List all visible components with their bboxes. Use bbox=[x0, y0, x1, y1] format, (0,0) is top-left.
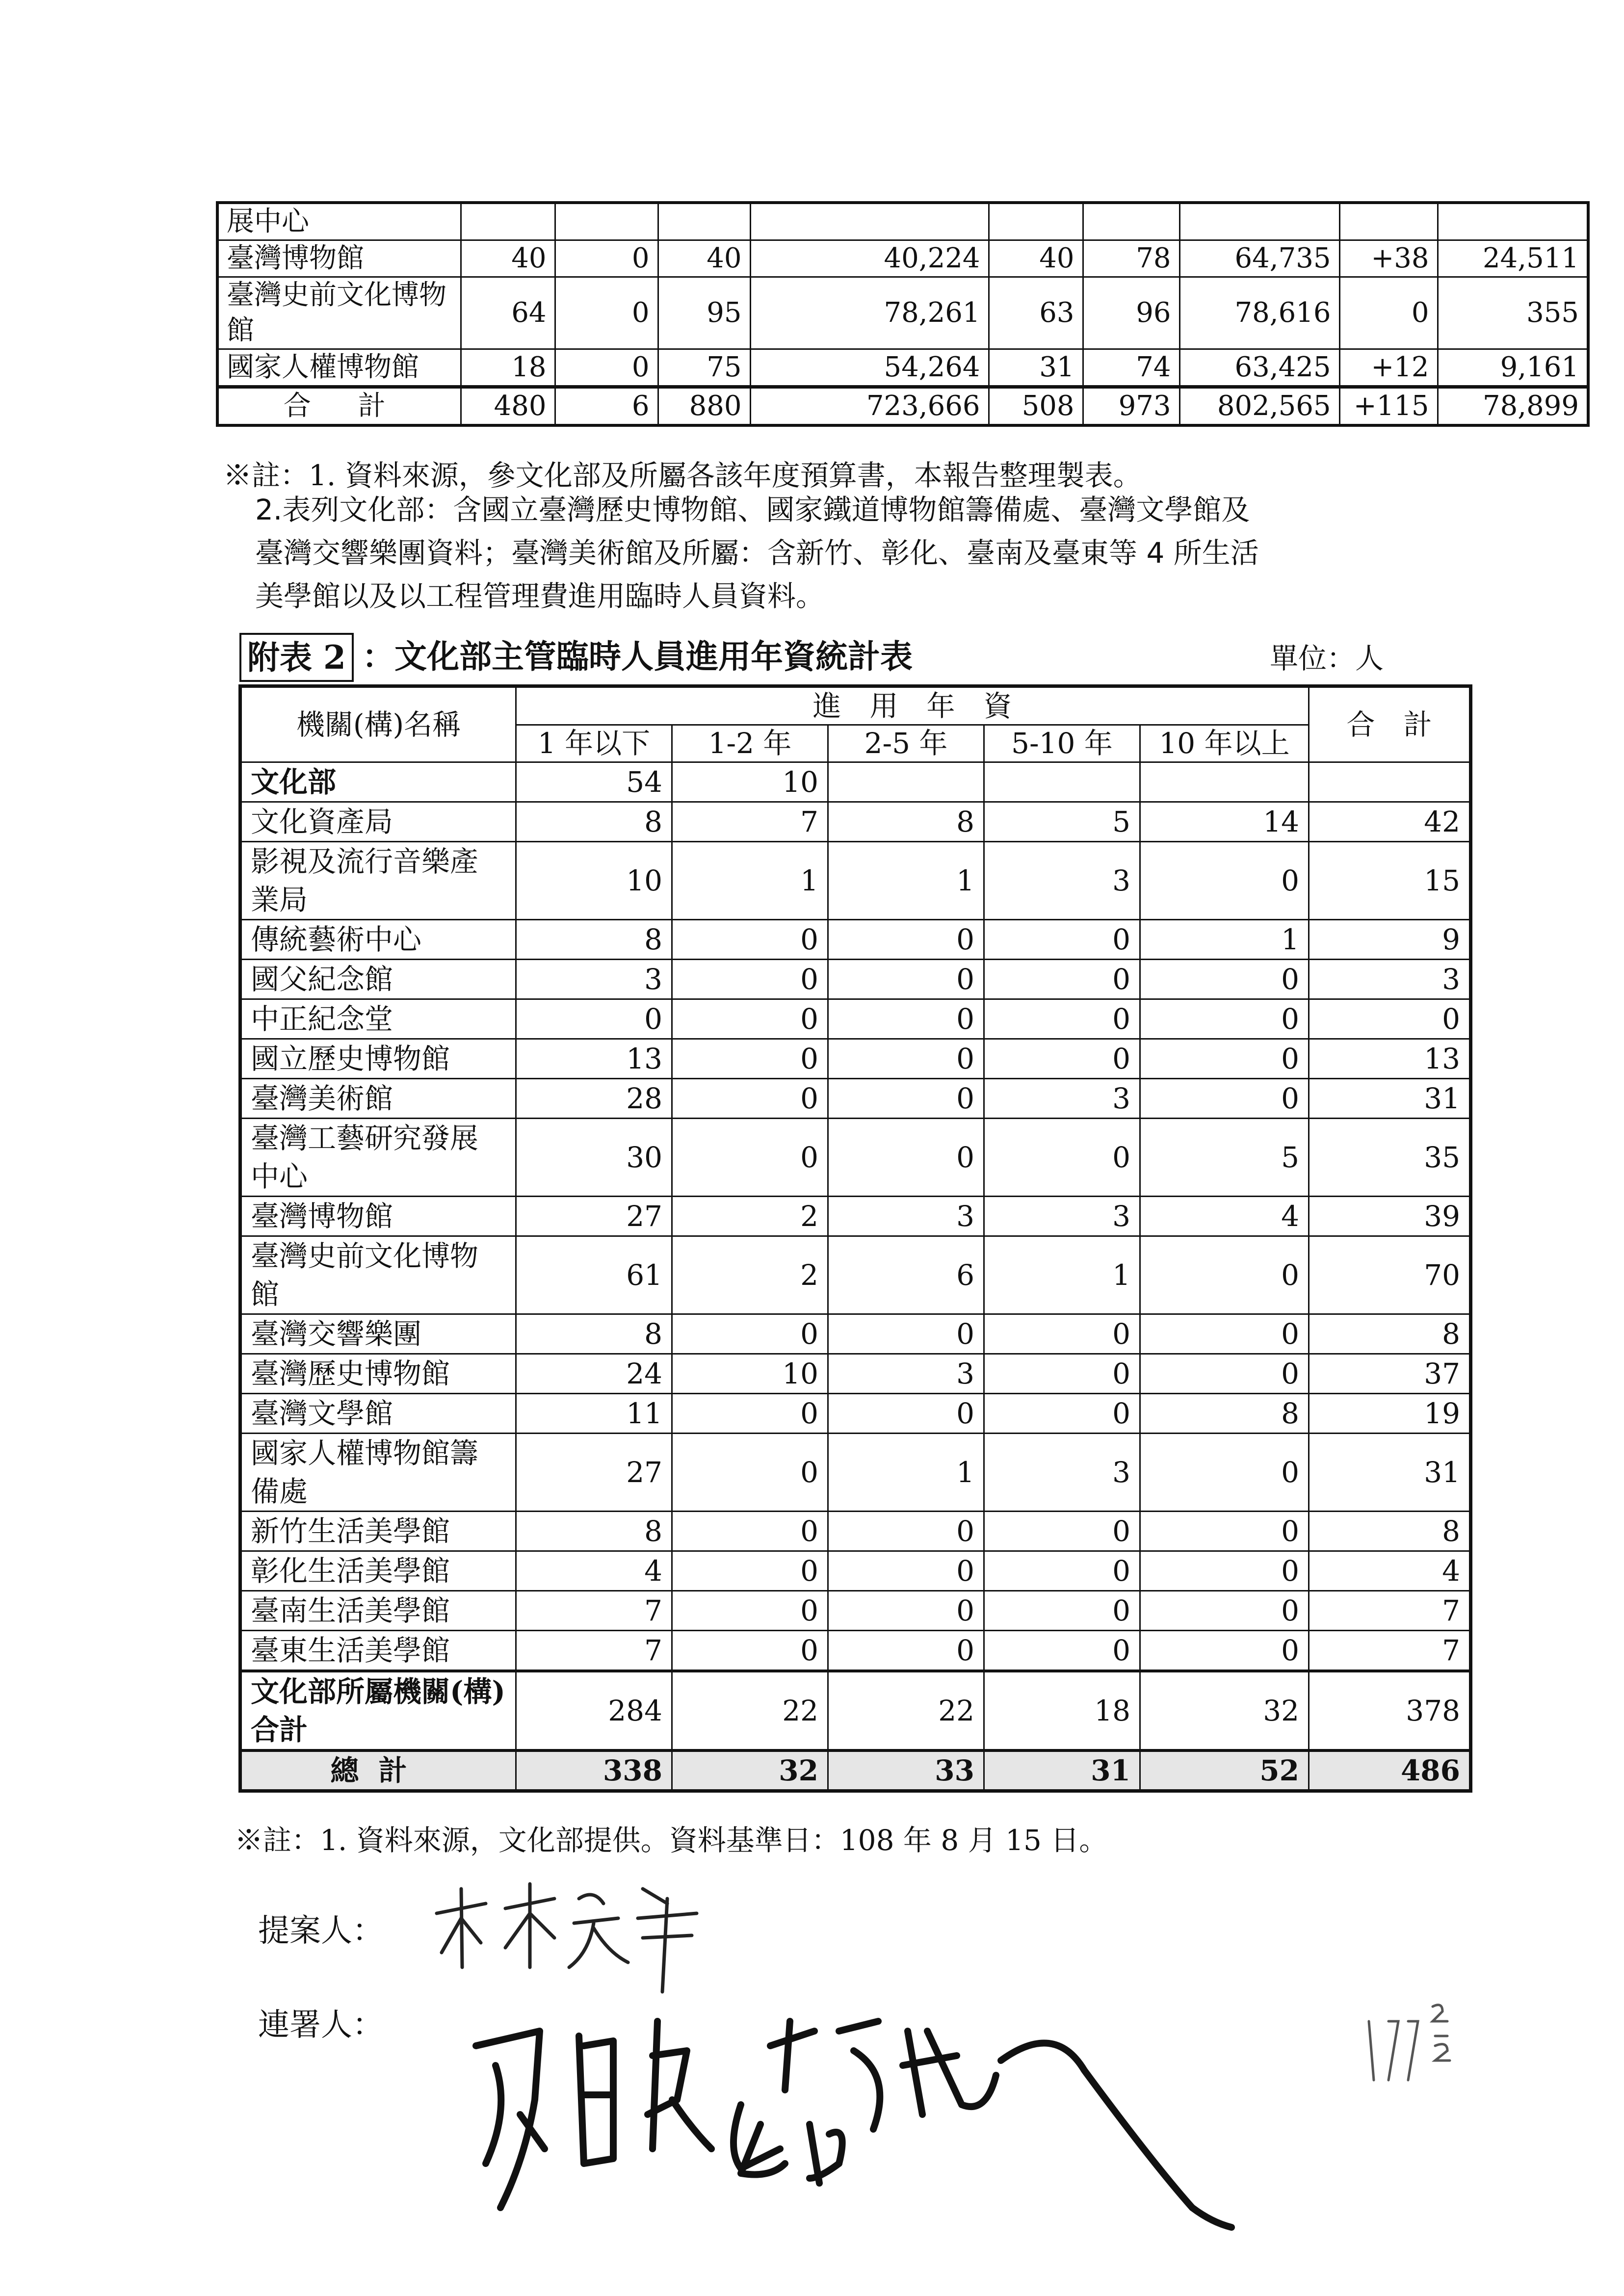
table-row bbox=[240, 802, 1471, 842]
value-cell: 0 bbox=[828, 1631, 984, 1671]
value-cell: 31 bbox=[989, 349, 1083, 387]
value-cell bbox=[461, 203, 555, 240]
value-cell: 0 bbox=[828, 960, 984, 999]
org-name-cell: 國立歷史博物館 bbox=[240, 1039, 516, 1079]
org-name-cell: 新竹生活美學館 bbox=[240, 1512, 516, 1551]
header-year-range: 5-10 年 bbox=[984, 725, 1140, 762]
value-cell: 0 bbox=[672, 1591, 828, 1631]
value-cell: 0 bbox=[1140, 1434, 1309, 1512]
value-cell: 0 bbox=[672, 1039, 828, 1079]
value-cell: 0 bbox=[1140, 842, 1309, 920]
value-cell: 4 bbox=[1140, 1197, 1309, 1236]
value-cell: 2 bbox=[672, 1236, 828, 1314]
value-cell: 0 bbox=[984, 1512, 1140, 1551]
org-name-cell: 臺灣史前文化博物館 bbox=[217, 277, 461, 349]
value-cell: 61 bbox=[516, 1236, 672, 1314]
value-cell: 723,666 bbox=[750, 387, 989, 426]
org-name-cell: 傳統藝術中心 bbox=[240, 920, 516, 960]
value-cell: 78 bbox=[1083, 240, 1179, 277]
value-cell: 973 bbox=[1083, 387, 1179, 426]
value-cell: 3 bbox=[828, 1197, 984, 1236]
table-row bbox=[240, 1551, 1471, 1591]
value-cell: 0 bbox=[1140, 1591, 1309, 1631]
value-cell: 54,264 bbox=[750, 349, 989, 387]
value-cell: 42 bbox=[1309, 802, 1471, 842]
cosigner-signatures bbox=[466, 2002, 1496, 2276]
org-name-cell: 影視及流行音樂產業局 bbox=[240, 842, 516, 920]
proposer-signature bbox=[432, 1869, 707, 1997]
value-cell: 9,161 bbox=[1438, 349, 1588, 387]
header-service-years: 進 用 年 資 bbox=[516, 686, 1309, 725]
value-cell: 10 bbox=[672, 1354, 828, 1394]
value-cell: 0 bbox=[672, 1394, 828, 1434]
value-cell: 0 bbox=[984, 920, 1140, 960]
value-cell: 0 bbox=[555, 349, 658, 387]
value-cell: 3 bbox=[828, 1354, 984, 1394]
value-cell: 64,735 bbox=[1179, 240, 1339, 277]
proposer-label: 提案人： bbox=[258, 1913, 384, 1949]
table-1-note-1: ※註：1. 資料來源，參文化部及所屬各該年度預算書，本報告整理製表。 bbox=[223, 459, 1142, 492]
value-cell: 31 bbox=[1309, 1434, 1471, 1512]
value-cell: 14 bbox=[1140, 802, 1309, 842]
value-cell: 1 bbox=[1140, 920, 1309, 960]
value-cell: 3 bbox=[984, 1434, 1140, 1512]
value-cell: 0 bbox=[828, 1039, 984, 1079]
value-cell: 802,565 bbox=[1179, 387, 1339, 426]
table-row bbox=[240, 842, 1471, 920]
value-cell: 22 bbox=[828, 1671, 984, 1750]
value-cell: +12 bbox=[1339, 349, 1438, 387]
header-year-range: 1-2 年 bbox=[672, 725, 828, 762]
value-cell: 0 bbox=[672, 1434, 828, 1512]
value-cell: 0 bbox=[1309, 999, 1471, 1039]
appendix-table-number: 附表 2 bbox=[239, 633, 354, 682]
value-cell: 0 bbox=[672, 1631, 828, 1671]
value-cell: 0 bbox=[984, 999, 1140, 1039]
org-name-cell: 國父紀念館 bbox=[240, 960, 516, 999]
value-cell: 0 bbox=[984, 960, 1140, 999]
table-2-unit: 單位：人 bbox=[1270, 642, 1384, 675]
value-cell: 0 bbox=[672, 920, 828, 960]
org-name-cell: 臺灣交響樂團 bbox=[240, 1314, 516, 1354]
value-cell: 1 bbox=[828, 842, 984, 920]
value-cell: 63,425 bbox=[1179, 349, 1339, 387]
value-cell: 0 bbox=[984, 1631, 1140, 1671]
table-row bbox=[240, 1236, 1471, 1314]
org-name-cell: 臺灣工藝研究發展中心 bbox=[240, 1119, 516, 1197]
header-year-range: 10 年以上 bbox=[1140, 725, 1309, 762]
value-cell: 0 bbox=[672, 1512, 828, 1551]
org-name-cell: 文化部 bbox=[240, 762, 516, 802]
value-cell: 0 bbox=[1140, 1079, 1309, 1119]
value-cell: 486 bbox=[1309, 1750, 1471, 1791]
org-name-cell: 臺灣史前文化博物館 bbox=[240, 1236, 516, 1314]
value-cell: 8 bbox=[1140, 1394, 1309, 1434]
value-cell: 0 bbox=[984, 1354, 1140, 1394]
value-cell: 8 bbox=[516, 920, 672, 960]
org-name-cell: 臺灣博物館 bbox=[240, 1197, 516, 1236]
value-cell bbox=[1179, 203, 1339, 240]
value-cell: 78,616 bbox=[1179, 277, 1339, 349]
value-cell: 480 bbox=[461, 387, 555, 426]
value-cell: 8 bbox=[516, 802, 672, 842]
table-row bbox=[217, 349, 1588, 387]
org-name-cell: 展中心 bbox=[217, 203, 461, 240]
value-cell: 0 bbox=[1140, 1631, 1309, 1671]
value-cell: 284 bbox=[516, 1671, 672, 1750]
table-row bbox=[240, 1512, 1471, 1551]
value-cell: 0 bbox=[672, 1079, 828, 1119]
value-cell: 8 bbox=[1309, 1314, 1471, 1354]
table-row bbox=[240, 1631, 1471, 1671]
value-cell: 1 bbox=[672, 842, 828, 920]
value-cell: 32 bbox=[1140, 1671, 1309, 1750]
value-cell: 63 bbox=[989, 277, 1083, 349]
value-cell: 355 bbox=[1438, 277, 1588, 349]
value-cell: 0 bbox=[672, 1119, 828, 1197]
value-cell: 0 bbox=[828, 999, 984, 1039]
value-cell: 0 bbox=[672, 999, 828, 1039]
value-cell: 3 bbox=[984, 1079, 1140, 1119]
value-cell: 0 bbox=[672, 1551, 828, 1591]
value-cell: 7 bbox=[1309, 1631, 1471, 1671]
org-name-cell: 臺南生活美學館 bbox=[240, 1591, 516, 1631]
header-year-range: 1 年以下 bbox=[516, 725, 672, 762]
value-cell: 0 bbox=[1140, 1354, 1309, 1394]
value-cell: 28 bbox=[516, 1079, 672, 1119]
value-cell: 1 bbox=[828, 1434, 984, 1512]
value-cell bbox=[984, 762, 1140, 802]
value-cell: 0 bbox=[555, 240, 658, 277]
table-row bbox=[217, 277, 1588, 349]
value-cell: 95 bbox=[658, 277, 750, 349]
value-cell: 0 bbox=[1140, 1039, 1309, 1079]
value-cell: +38 bbox=[1339, 240, 1438, 277]
value-cell: 0 bbox=[828, 1079, 984, 1119]
value-cell: 8 bbox=[828, 802, 984, 842]
org-name-cell: 臺灣美術館 bbox=[240, 1079, 516, 1119]
table-row bbox=[240, 1079, 1471, 1119]
value-cell: 31 bbox=[984, 1750, 1140, 1791]
org-name-cell: 彰化生活美學館 bbox=[240, 1551, 516, 1591]
table-row bbox=[240, 1197, 1471, 1236]
subtotal-row bbox=[240, 1671, 1471, 1750]
value-cell: 52 bbox=[1140, 1750, 1309, 1791]
value-cell: 0 bbox=[516, 999, 672, 1039]
value-cell: 0 bbox=[1140, 960, 1309, 999]
value-cell: 7 bbox=[516, 1631, 672, 1671]
value-cell: 9 bbox=[1309, 920, 1471, 960]
value-cell bbox=[1140, 762, 1309, 802]
value-cell: 11 bbox=[516, 1394, 672, 1434]
value-cell: 64 bbox=[461, 277, 555, 349]
value-cell: 0 bbox=[984, 1591, 1140, 1631]
value-cell: 0 bbox=[828, 1551, 984, 1591]
value-cell: 54 bbox=[516, 762, 672, 802]
table-row bbox=[240, 1434, 1471, 1512]
org-name-cell: 臺東生活美學館 bbox=[240, 1631, 516, 1671]
value-cell bbox=[989, 203, 1083, 240]
value-cell: 5 bbox=[984, 802, 1140, 842]
value-cell: 78,261 bbox=[750, 277, 989, 349]
value-cell: 0 bbox=[984, 1394, 1140, 1434]
value-cell: 24 bbox=[516, 1354, 672, 1394]
value-cell: 0 bbox=[1140, 1314, 1309, 1354]
value-cell: 508 bbox=[989, 387, 1083, 426]
org-name-cell: 文化資產局 bbox=[240, 802, 516, 842]
value-cell: 39 bbox=[1309, 1197, 1471, 1236]
org-name-cell: 臺灣歷史博物館 bbox=[240, 1354, 516, 1394]
value-cell: 96 bbox=[1083, 277, 1179, 349]
value-cell: 40 bbox=[461, 240, 555, 277]
org-name-cell: 總計 bbox=[240, 1750, 516, 1791]
value-cell: 0 bbox=[672, 960, 828, 999]
value-cell: 4 bbox=[1309, 1551, 1471, 1591]
table-row bbox=[240, 1354, 1471, 1394]
value-cell: 378 bbox=[1309, 1671, 1471, 1750]
value-cell: 0 bbox=[1140, 1512, 1309, 1551]
value-cell: 13 bbox=[1309, 1039, 1471, 1079]
value-cell: 24,511 bbox=[1438, 240, 1588, 277]
value-cell bbox=[750, 203, 989, 240]
value-cell bbox=[1309, 762, 1471, 802]
value-cell: 32 bbox=[672, 1750, 828, 1791]
value-cell: 13 bbox=[516, 1039, 672, 1079]
value-cell: 22 bbox=[672, 1671, 828, 1750]
value-cell bbox=[658, 203, 750, 240]
value-cell: 0 bbox=[984, 1039, 1140, 1079]
value-cell: 8 bbox=[516, 1314, 672, 1354]
table-row bbox=[217, 203, 1588, 240]
value-cell: 18 bbox=[984, 1671, 1140, 1750]
value-cell: 70 bbox=[1309, 1236, 1471, 1314]
value-cell: 3 bbox=[984, 842, 1140, 920]
table-2-note: ※註：1. 資料來源，文化部提供。資料基準日：108 年 8 月 15 日。 bbox=[235, 1824, 1108, 1857]
value-cell: 27 bbox=[516, 1434, 672, 1512]
table-1-total-row bbox=[217, 387, 1588, 426]
value-cell: 0 bbox=[828, 1119, 984, 1197]
value-cell: 40,224 bbox=[750, 240, 989, 277]
value-cell: 0 bbox=[984, 1119, 1140, 1197]
table-row bbox=[240, 960, 1471, 999]
org-name-cell: 文化部所屬機關(構)合計 bbox=[240, 1671, 516, 1750]
value-cell: 6 bbox=[828, 1236, 984, 1314]
value-cell bbox=[1083, 203, 1179, 240]
value-cell: 15 bbox=[1309, 842, 1471, 920]
value-cell: 8 bbox=[516, 1512, 672, 1551]
value-cell: 0 bbox=[1140, 1236, 1309, 1314]
value-cell: 0 bbox=[1339, 277, 1438, 349]
table-2 bbox=[238, 684, 1472, 1793]
value-cell: 10 bbox=[672, 762, 828, 802]
value-cell: 5 bbox=[1140, 1119, 1309, 1197]
value-cell: 18 bbox=[461, 349, 555, 387]
value-cell: 37 bbox=[1309, 1354, 1471, 1394]
value-cell: 7 bbox=[516, 1591, 672, 1631]
org-name-cell: 合 計 bbox=[217, 387, 461, 426]
value-cell: 338 bbox=[516, 1750, 672, 1791]
value-cell: 31 bbox=[1309, 1079, 1471, 1119]
header-year-range: 2-5 年 bbox=[828, 725, 984, 762]
table-row bbox=[240, 920, 1471, 960]
value-cell: 2 bbox=[672, 1197, 828, 1236]
table-row bbox=[217, 240, 1588, 277]
value-cell: 7 bbox=[672, 802, 828, 842]
value-cell: 0 bbox=[828, 1591, 984, 1631]
table-row bbox=[240, 999, 1471, 1039]
table-row bbox=[240, 1591, 1471, 1631]
value-cell: 33 bbox=[828, 1750, 984, 1791]
value-cell: 8 bbox=[1309, 1512, 1471, 1551]
value-cell: 75 bbox=[658, 349, 750, 387]
value-cell: 0 bbox=[828, 1394, 984, 1434]
value-cell: 3 bbox=[1309, 960, 1471, 999]
table-1-note-2: 2.表列文化部：含國立臺灣歷史博物館、國家鐵道博物館籌備處、臺灣文學館及 bbox=[255, 493, 1250, 526]
value-cell: 1 bbox=[984, 1236, 1140, 1314]
table-2-title: ：文化部主管臨時人員進用年資統計表 bbox=[362, 637, 913, 676]
value-cell: 0 bbox=[984, 1314, 1140, 1354]
org-name-cell: 國家人權博物館 bbox=[217, 349, 461, 387]
grand-total-row bbox=[240, 1750, 1471, 1791]
table-row bbox=[240, 1394, 1471, 1434]
value-cell: 74 bbox=[1083, 349, 1179, 387]
table-row bbox=[240, 1039, 1471, 1079]
value-cell: 40 bbox=[989, 240, 1083, 277]
value-cell: 27 bbox=[516, 1197, 672, 1236]
header-org-name: 機關(構)名稱 bbox=[240, 686, 516, 762]
value-cell: 35 bbox=[1309, 1119, 1471, 1197]
org-name-cell: 臺灣文學館 bbox=[240, 1394, 516, 1434]
header-total: 合 計 bbox=[1309, 686, 1471, 762]
value-cell: 0 bbox=[984, 1551, 1140, 1591]
value-cell bbox=[828, 762, 984, 802]
value-cell: 0 bbox=[1140, 1551, 1309, 1591]
value-cell: 0 bbox=[828, 1314, 984, 1354]
value-cell: 6 bbox=[555, 387, 658, 426]
value-cell: 78,899 bbox=[1438, 387, 1588, 426]
table-row bbox=[240, 1314, 1471, 1354]
value-cell: 3 bbox=[516, 960, 672, 999]
org-name-cell: 臺灣博物館 bbox=[217, 240, 461, 277]
value-cell: 0 bbox=[828, 920, 984, 960]
table-1-note-4: 美學館以及以工程管理費進用臨時人員資料。 bbox=[255, 579, 825, 613]
value-cell: 19 bbox=[1309, 1394, 1471, 1434]
org-name-cell: 中正紀念堂 bbox=[240, 999, 516, 1039]
value-cell: 3 bbox=[984, 1197, 1140, 1236]
table-1-continued bbox=[216, 201, 1590, 427]
value-cell bbox=[1339, 203, 1438, 240]
value-cell: +115 bbox=[1339, 387, 1438, 426]
value-cell: 0 bbox=[828, 1512, 984, 1551]
table-1-note-3: 臺灣交響樂團資料；臺灣美術館及所屬：含新竹、彰化、臺南及臺東等 4 所生活 bbox=[255, 536, 1259, 570]
value-cell: 0 bbox=[555, 277, 658, 349]
org-name-cell: 國家人權博物館籌備處 bbox=[240, 1434, 516, 1512]
value-cell: 10 bbox=[516, 842, 672, 920]
table-row bbox=[240, 1119, 1471, 1197]
cosigner-label: 連署人： bbox=[258, 2007, 384, 2043]
value-cell: 30 bbox=[516, 1119, 672, 1197]
value-cell: 40 bbox=[658, 240, 750, 277]
value-cell: 0 bbox=[672, 1314, 828, 1354]
value-cell: 4 bbox=[516, 1551, 672, 1591]
table-row bbox=[240, 762, 1471, 802]
value-cell: 0 bbox=[1140, 999, 1309, 1039]
value-cell: 7 bbox=[1309, 1591, 1471, 1631]
value-cell bbox=[555, 203, 658, 240]
value-cell bbox=[1438, 203, 1588, 240]
value-cell: 880 bbox=[658, 387, 750, 426]
